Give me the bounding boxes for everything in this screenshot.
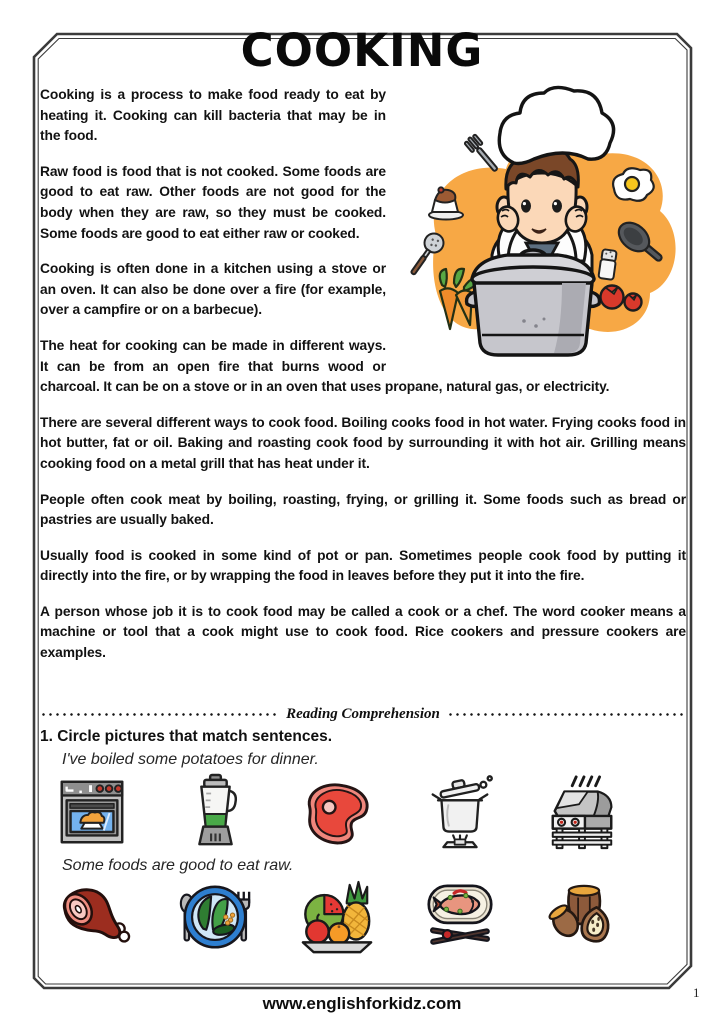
chef-illustration — [396, 85, 686, 359]
icon-row-1 — [52, 771, 622, 855]
worksheet-content — [40, 85, 686, 961]
exercise-sentence-2: Some foods are good to eat raw. — [62, 857, 294, 874]
paragraph-7: Usually food is cooked in some kind of pot or pan. Sometimes people cook food by putting it directly into the fire, or by wrapping the food in leaves before they put it into the fire. — [40, 547, 686, 584]
paragraph-4: The heat for cooking can be made in different ways. It can be from an open fire that burns wood or charcoal. It can be on a stove or in an oven that uses propane, natural gas, or electricity. — [40, 337, 610, 395]
page-number: 1 — [693, 985, 700, 1000]
cooking-pot — [467, 250, 600, 355]
barbecue-grill-icon[interactable] — [542, 771, 622, 855]
fish-dish-icon[interactable] — [420, 877, 500, 961]
paragraph-3: Cooking is often done in a kitchen using a stove or an oven. It can also be done over a fire (for example, over a campfire or on a barbecue). — [40, 261, 386, 318]
paragraph-1: Cooking is a process to make food ready to eat by heating it. Cooking can kill bacteria that may be in the food. — [40, 87, 386, 144]
reading-passage — [40, 85, 686, 702]
page-title: COOKING — [240, 24, 484, 77]
exercise-heading: 1. Circle pictures that match sentences. — [40, 728, 333, 745]
raw-steak-icon[interactable] — [297, 771, 377, 855]
paragraph-5: There are several different ways to cook food. Boiling cooks food in hot water. Frying cooks food in hot butter, fat or oil. Baking and roasting cook food by surrounding it with hot air. Grilling means cooking food on a metal grill that has heat under it. — [40, 414, 686, 471]
blender-icon[interactable] — [175, 771, 255, 855]
dotted-leader — [447, 713, 686, 716]
oven-icon[interactable] — [52, 771, 132, 855]
section-divider-label: Reading Comprehension — [286, 705, 440, 722]
section-divider — [40, 704, 686, 724]
boiling-pot-icon[interactable] — [420, 771, 500, 855]
dotted-leader — [40, 713, 279, 716]
exercise-sentence-1: I've boiled some potatoes for dinner. — [62, 751, 319, 768]
paragraph-8: A person whose job it is to cook food may be called a cook or a chef. The word cooker means a machine or tool that a cook might use to cook food. Rice cookers and pressure cookers are examples. — [40, 603, 686, 661]
chef-hat — [499, 87, 613, 163]
ham-leg-icon[interactable] — [52, 877, 132, 961]
icon-row-2 — [52, 877, 622, 961]
footer-url: www.englishforkidz.com — [262, 994, 462, 1013]
paragraph-2: Raw food is food that is not cooked. Some foods are good to eat raw. Other foods are not good for the body when they are raw, so they must be cooked. Some foods are good to eat either raw or cooked. — [40, 163, 386, 241]
fruit-tray-icon[interactable] — [297, 877, 377, 961]
chestnuts-icon[interactable] — [542, 877, 622, 961]
salad-plate-icon[interactable] — [175, 877, 255, 961]
paragraph-6: People often cook meat by boiling, roasting, frying, or grilling it. Some foods such as bread or pastries are usually baked. — [40, 491, 686, 528]
